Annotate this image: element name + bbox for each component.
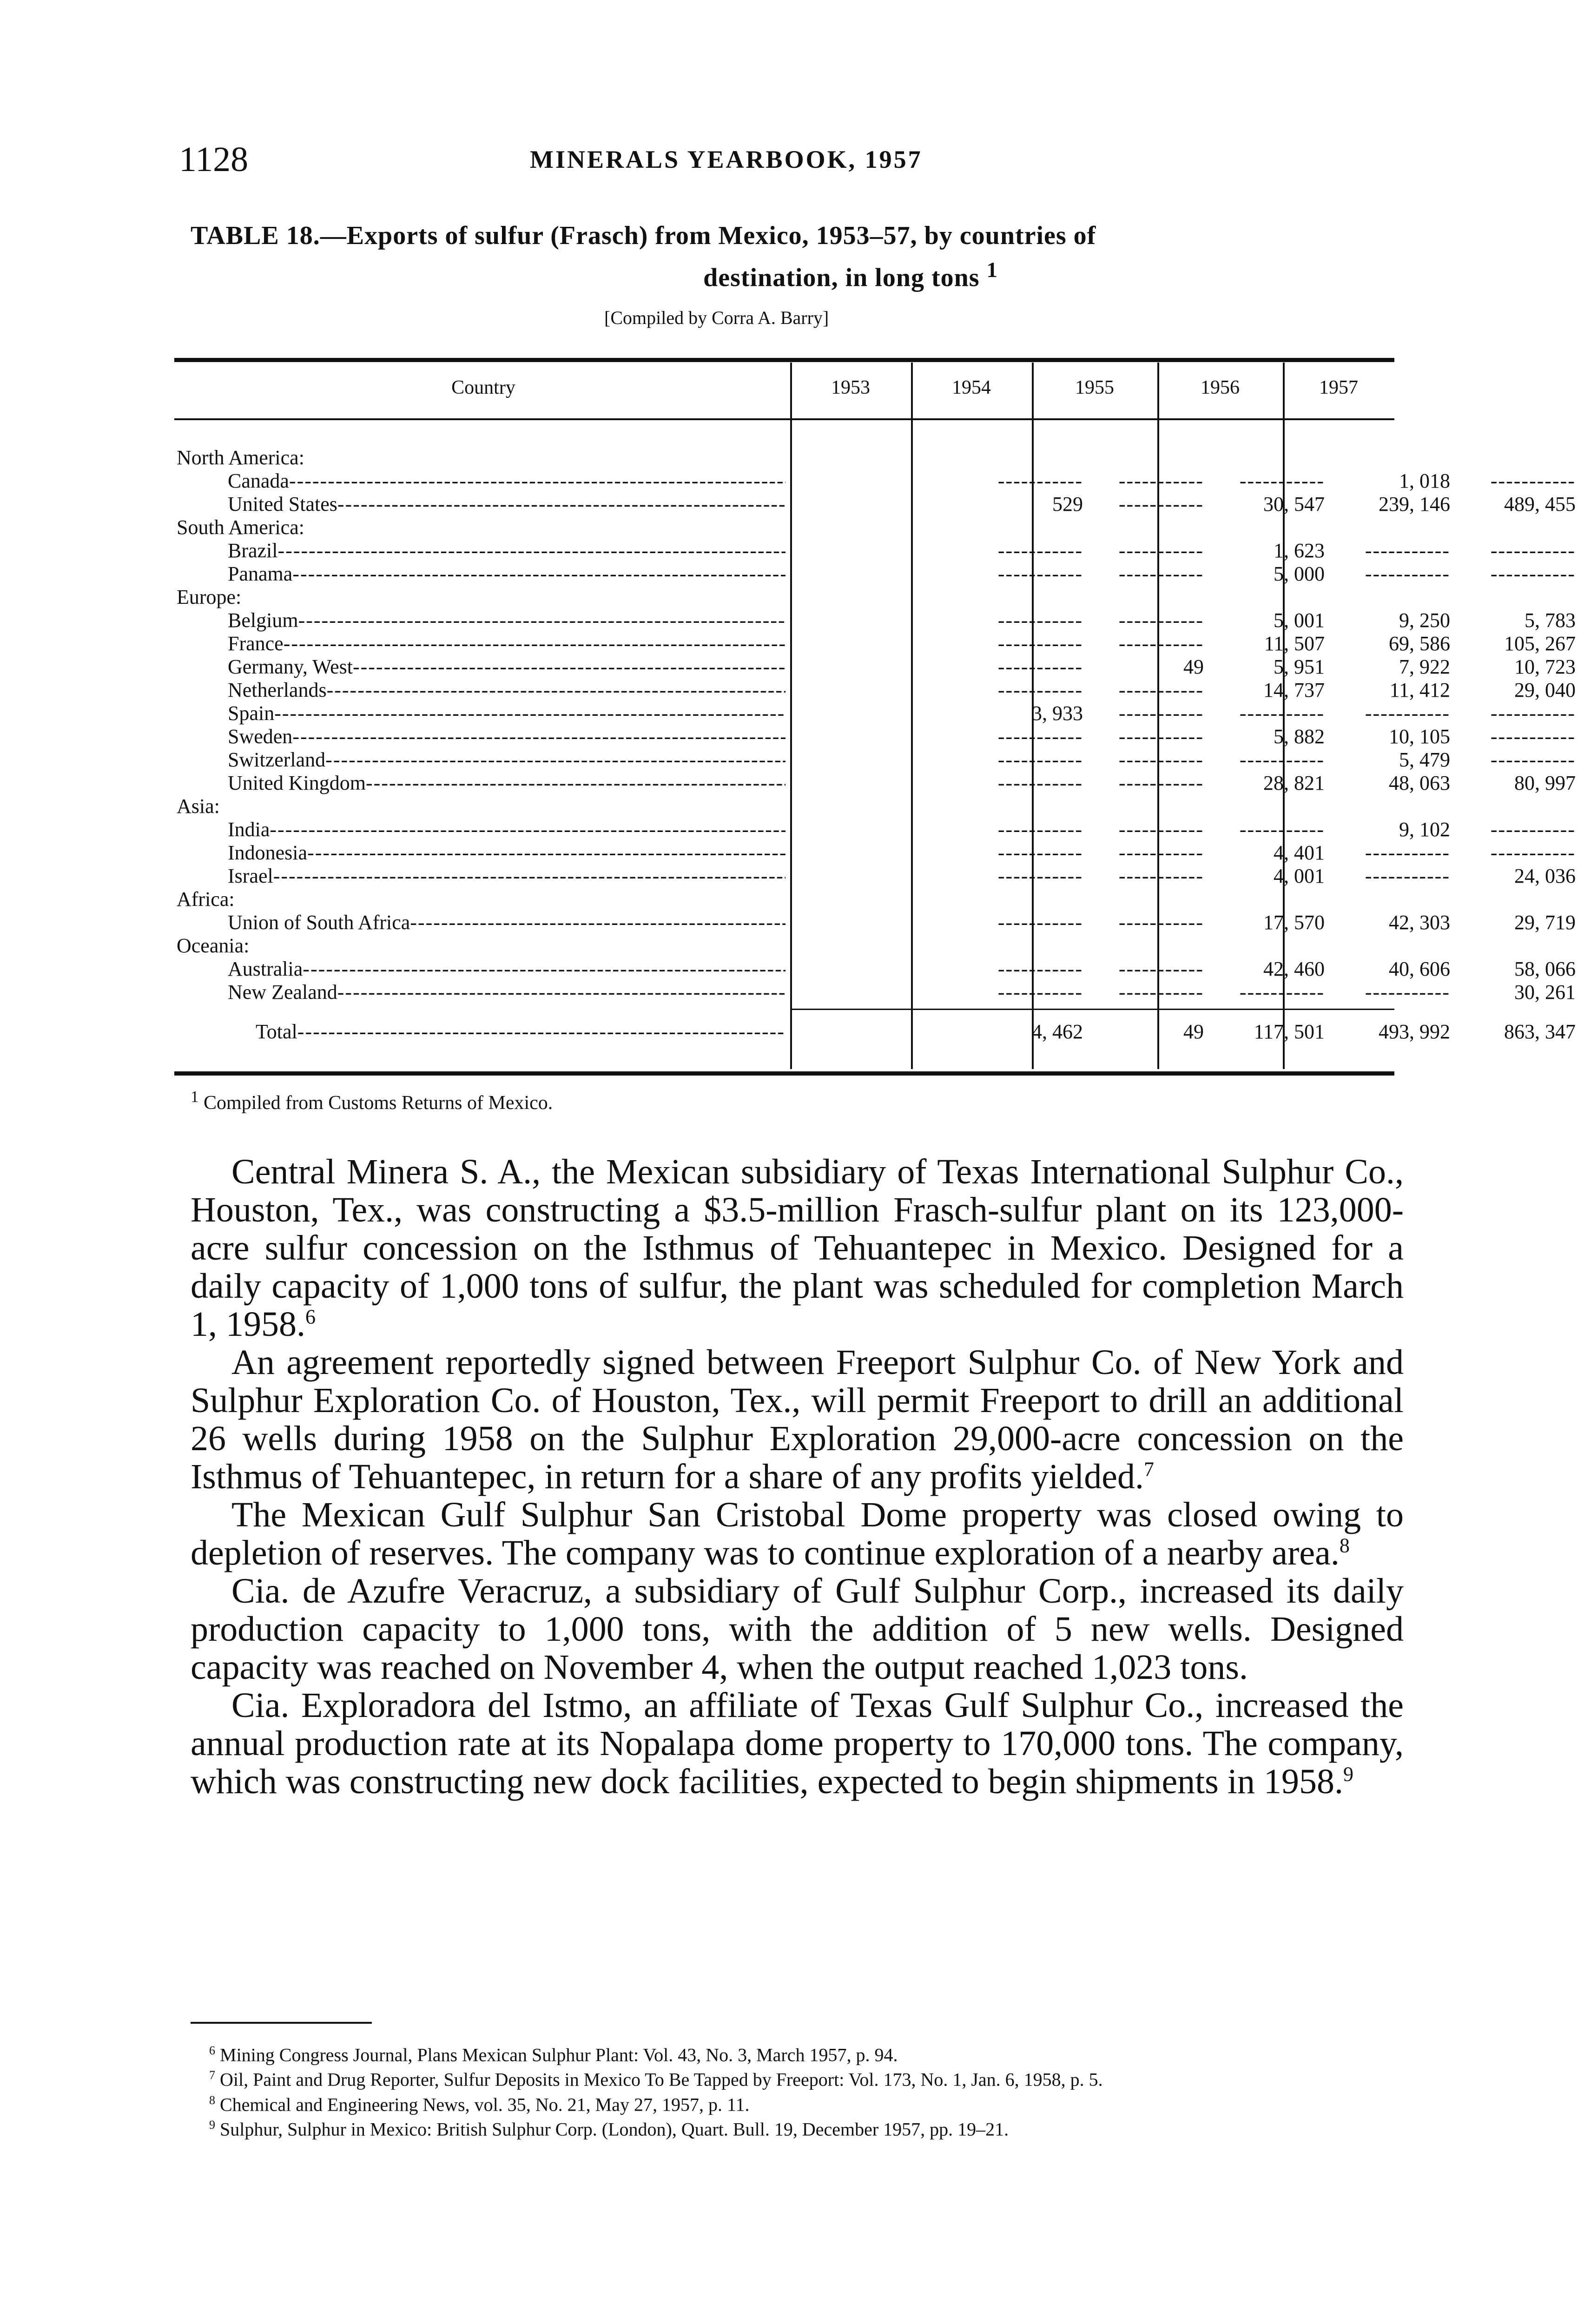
country-label: United Kingdom -----	[228, 772, 785, 795]
table-cell: 239, 146	[1379, 493, 1450, 515]
country-label: Indonesia -----	[228, 841, 785, 865]
header-1955: 1955	[1075, 377, 1114, 398]
table-cell: 4, 401	[1274, 841, 1325, 864]
table-region-row	[177, 586, 1394, 609]
table-footnote: $^1$ Compiled from Customs Returns of Mexico.	[191, 1088, 553, 1114]
table-cell: 69, 586	[1389, 632, 1450, 655]
table-region-row	[177, 516, 1394, 539]
table-row	[177, 469, 1450, 493]
country-label: Panama -----	[228, 562, 785, 586]
table-cell: 5, 951	[1274, 655, 1325, 678]
table-row	[177, 841, 1394, 865]
table-cell: 17, 570	[1263, 911, 1325, 934]
total-row	[177, 1020, 1576, 1043]
table-row	[177, 772, 1576, 795]
table-cell: 7, 922	[1399, 655, 1450, 678]
total-1953: 4, 462	[1032, 1020, 1083, 1043]
table-region-row	[177, 446, 1394, 469]
table-region-row	[177, 934, 1394, 957]
table-cell: 28, 821	[1263, 772, 1325, 794]
table-cell: 58, 066	[1514, 957, 1576, 980]
table-row	[177, 911, 1576, 934]
region-label: Europe:	[177, 586, 242, 608]
table-cell: 5, 882	[1274, 725, 1325, 748]
table-cell: 49	[1183, 655, 1204, 678]
table-header-rule	[174, 418, 1394, 420]
table-row	[177, 818, 1450, 841]
footnote: $^8$ Chemical and Engineering News, vol. 35, No. 21, May 27, 1957, p. 11.	[209, 2093, 750, 2115]
total-rule	[790, 1009, 1394, 1010]
header-1954: 1954	[952, 377, 991, 398]
table-cell: 80, 997	[1514, 772, 1576, 794]
paragraph: Cia. Exploradora del Istmo, an affiliate of Texas Gulf Sulphur Co., increased the annual production rate at its Nopalapa dome property to 170,000 tons. The company, which was constructing new dock facilities, expected to begin shipments in 1958.$^9$	[191, 1686, 1404, 1801]
table-cell: 1, 623	[1274, 539, 1325, 562]
table-cell: 105, 267	[1504, 632, 1576, 655]
table-cell: 10, 105	[1389, 725, 1450, 748]
table-cell: 4, 001	[1274, 865, 1325, 887]
footnote: $^9$ Sulphur, Sulphur in Mexico: British Sulphur Corp. (London), Quart. Bull. 19, December 1957, pp. 19–21.	[209, 2118, 1009, 2140]
header-1957: 1957	[1319, 377, 1358, 398]
country-label: Germany, West -----	[228, 655, 785, 679]
table-cell: 48, 063	[1389, 772, 1450, 794]
body-text	[191, 1153, 1404, 1801]
region-label: Africa:	[177, 888, 235, 911]
table-region-row	[177, 888, 1394, 911]
table-row	[177, 981, 1576, 1004]
table-row	[177, 865, 1576, 888]
table-region-row	[177, 795, 1394, 818]
table-title-line2: destination, in long tons	[703, 263, 980, 292]
paragraph: Central Minera S. A., the Mexican subsidiary of Texas International Sulphur Co., Houston, Tex., was constructing a $3.5-million Frasch-sulfur plant on its 123,000-acre sulfur concession on the Isthmus of Tehuantepec in Mexico. Designed for a daily capacity of 1,000 tons of sulfur, the plant was scheduled for completion March 1, 1958.$^6$	[191, 1152, 1404, 1344]
region-label: Asia:	[177, 795, 220, 818]
page-number: 1128	[179, 140, 249, 179]
country-label: Belgium -----	[228, 609, 785, 632]
country-label: France -----	[228, 632, 785, 655]
total-label: Total -----	[256, 1020, 785, 1043]
table-row	[177, 562, 1394, 586]
table-cell: 40, 606	[1389, 957, 1450, 980]
table-row	[177, 725, 1450, 748]
table-row	[177, 748, 1450, 772]
total-1954: 49	[1183, 1020, 1204, 1043]
total-1957: 863, 347	[1504, 1020, 1576, 1043]
paragraph: Cia. de Azufre Veracruz, a subsidiary of Gulf Sulphur Corp., increased its daily production capacity to 1,000 tons, with the addition of 5 new wells. Designed capacity was reached on November 4, when the output reached 1,023 tons.	[191, 1571, 1404, 1687]
country-label: Union of South Africa -----	[228, 911, 785, 934]
table-cell: 42, 460	[1263, 957, 1325, 980]
table-cell: 29, 719	[1514, 911, 1576, 934]
table-row	[177, 679, 1576, 702]
table-cell: 5, 000	[1274, 562, 1325, 585]
table-cell: 30, 547	[1263, 493, 1325, 515]
country-label: Israel -----	[228, 865, 785, 888]
country-label: India -----	[228, 818, 785, 841]
running-head: MINERALS YEARBOOK, 1957	[530, 145, 923, 173]
region-label: North America:	[177, 446, 304, 469]
table-cell: 14, 737	[1263, 679, 1325, 701]
country-label: Canada -----	[228, 469, 785, 493]
table-cell: 9, 102	[1399, 818, 1450, 841]
table-row	[177, 609, 1576, 632]
footnotes	[191, 2040, 1418, 2139]
table-cell: 29, 040	[1514, 679, 1576, 701]
table-title-line1: TABLE 18.—Exports of sulfur (Frasch) from Mexico, 1953–57, by countries of	[191, 221, 1096, 250]
table-cell: 11, 507	[1264, 632, 1325, 655]
country-label: Spain -----	[228, 702, 785, 725]
table-cell: 24, 036	[1514, 865, 1576, 887]
table-bottom-rule	[174, 1071, 1394, 1076]
region-label: South America:	[177, 516, 304, 539]
table-cell: 489, 455	[1504, 493, 1576, 515]
table-title-note: 1	[986, 258, 998, 282]
paragraph: An agreement reportedly signed between Freeport Sulphur Co. of New York and Sulphur Exploration Co. of Houston, Tex., will permit Freeport to drill an additional 26 wells during 1958 on the Sulphur Exploration 29,000-acre concession on the Isthmus of Tehuantepec, in return for a share of any profits yielded.$^7$	[191, 1343, 1404, 1496]
table-cell: 5, 001	[1274, 609, 1325, 632]
total-1955: 117, 501	[1254, 1020, 1325, 1043]
table-cell: 9, 250	[1399, 609, 1450, 632]
table-row	[177, 632, 1576, 655]
table-row	[177, 493, 1576, 516]
table-cell: 529	[1052, 493, 1083, 515]
table-row	[177, 957, 1576, 981]
header-country: Country	[451, 377, 515, 398]
total-1956: 493, 992	[1379, 1020, 1450, 1043]
table-cell: 3, 933	[1032, 702, 1083, 725]
footnote: $^7$ Oil, Paint and Drug Reporter, Sulfur Deposits in Mexico To Be Tapped by Freeport: Vol. 173, No. 1, Jan. 6, 1958, p. 5.	[209, 2068, 1103, 2090]
footnote-rule	[191, 2022, 372, 2024]
table-row	[177, 539, 1394, 562]
paragraph: The Mexican Gulf Sulphur San Cristobal Dome property was closed owing to depletion of reserves. The company was to continue exploration of a nearby area.$^8$	[191, 1495, 1404, 1572]
table-cell: 30, 261	[1514, 981, 1576, 1004]
table-cell: 5, 783	[1525, 609, 1576, 632]
header-1953: 1953	[831, 377, 870, 398]
header-1956: 1956	[1201, 377, 1240, 398]
table-top-rule	[174, 358, 1394, 362]
country-label: New Zealand -----	[228, 981, 785, 1004]
table-cell: 10, 723	[1514, 655, 1576, 678]
table-compiled-by: [Compiled by Corra A. Barry]	[604, 307, 829, 328]
region-label: Oceania:	[177, 934, 250, 957]
table-cell: 11, 412	[1389, 679, 1450, 701]
country-label: Netherlands -----	[228, 679, 785, 702]
table-row	[177, 655, 1576, 679]
country-label: Brazil -----	[228, 539, 785, 562]
country-label: Switzerland -----	[228, 748, 785, 772]
table-row	[177, 702, 1394, 725]
country-label: Australia -----	[228, 957, 785, 981]
country-label: United States -----	[228, 493, 785, 516]
table-cell: 5, 479	[1399, 748, 1450, 771]
table-title	[191, 218, 1408, 295]
footnote: $^6$ Mining Congress Journal, Plans Mexican Sulphur Plant: Vol. 43, No. 3, March 1957, p. 94.	[209, 2044, 898, 2066]
table-cell: 42, 303	[1389, 911, 1450, 934]
country-label: Sweden -----	[228, 725, 785, 748]
table-cell: 1, 018	[1399, 469, 1450, 492]
